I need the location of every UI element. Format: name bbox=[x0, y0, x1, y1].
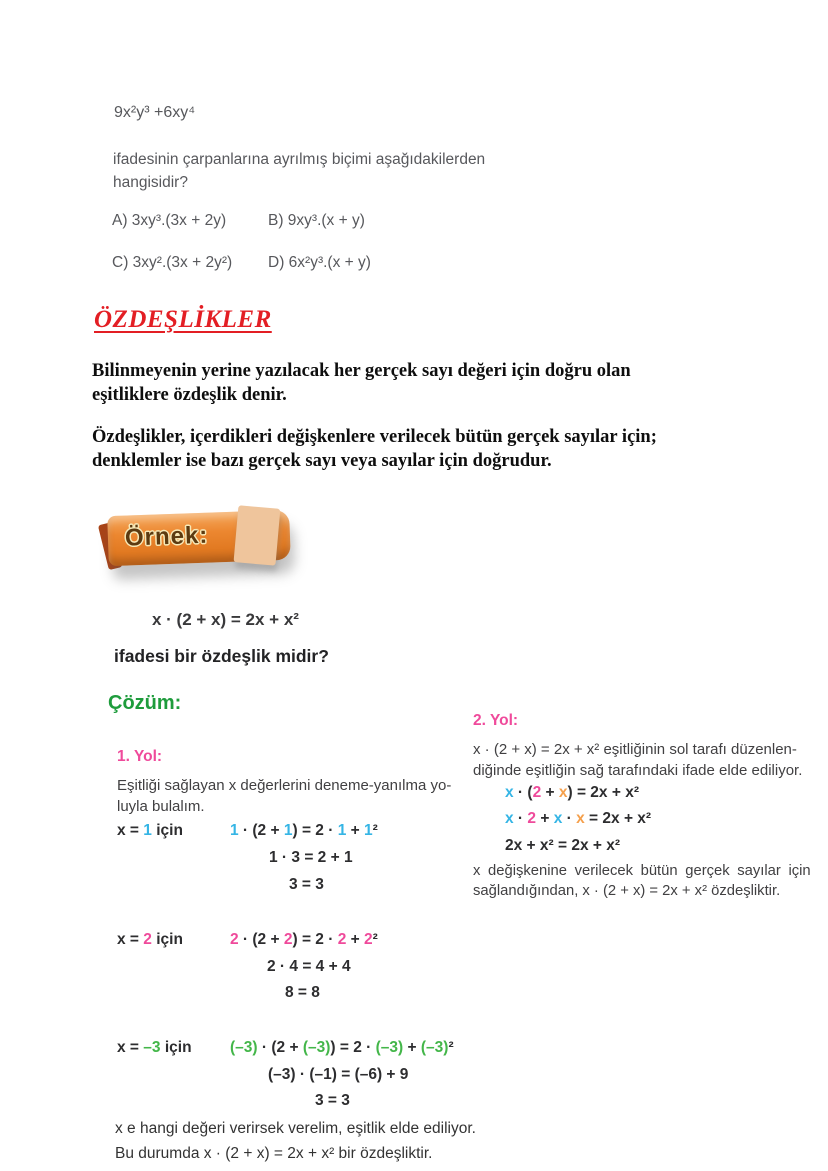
case1-line2: 1 · 3 = 2 + 1 bbox=[269, 849, 353, 866]
method2-step1: x · (2 + x) = 2x + x² bbox=[505, 784, 639, 801]
method1-column bbox=[115, 746, 476, 1171]
definition-line1: Bilinmeyenin yerine yazılacak her gerçek sayı değeri için doğru olan bbox=[92, 361, 631, 381]
case3-line3: 3 = 3 bbox=[315, 1092, 350, 1109]
example-question: ifadesi bir özdeşlik midir? bbox=[114, 646, 329, 666]
method1-desc-line1: Eşitliği sağlayan x değerlerini deneme-yanılma yo- bbox=[117, 777, 452, 794]
case1-line3: 3 = 3 bbox=[289, 876, 324, 893]
question-prompt-line1: ifadesinin çarpanlarına ayrılmış biçimi aşağıdakilerden bbox=[113, 151, 486, 168]
comparison-line2: denklemler ise bazı gerçek sayı veya sayılar için doğrudur. bbox=[92, 450, 552, 471]
example-equation: x · (2 + x) = 2x + x² bbox=[152, 610, 299, 629]
method2-step3: 2x + x² = 2x + x² bbox=[505, 837, 621, 854]
method2-conclusion-line2: sağlandığından, x · (2 + x) = 2x + x² özdeşliktir. bbox=[473, 882, 781, 899]
option-b: B) 9xy³.(x + y) bbox=[268, 212, 365, 229]
case3-label: x = –3 için bbox=[117, 1039, 192, 1056]
method2-description bbox=[473, 739, 825, 781]
solution-label: Çözüm: bbox=[108, 692, 182, 714]
method2-conclusion-line1: x değişkenine verilecek bütün gerçek sayılar için bbox=[473, 863, 811, 879]
definition-line2: eşitliklere özdeşlik denir. bbox=[92, 384, 287, 405]
option-a: A) 3xy³.(3x + 2y) bbox=[112, 212, 227, 229]
method1-note2: Bu durumda x · (2 + x) = 2x + x² bir özdeşliktir. bbox=[115, 1145, 433, 1162]
ribbon-tape bbox=[234, 505, 281, 565]
method1-description bbox=[117, 775, 451, 817]
option-d: D) 6x²y³.(x + y) bbox=[268, 254, 371, 271]
method2-conclusion bbox=[473, 862, 825, 901]
comparison-paragraph bbox=[92, 426, 772, 473]
option-c: C) 3xy².(3x + 2y²) bbox=[112, 254, 233, 271]
ornek-ribbon bbox=[107, 510, 291, 566]
definition-paragraph bbox=[92, 360, 772, 407]
method2-step2: x · 2 + x · x = 2x + x² bbox=[505, 810, 652, 827]
method1-note1: x e hangi değeri verirsek verelim, eşitlik elde ediliyor. bbox=[115, 1120, 476, 1137]
case3-line1: (–3) · (2 + (–3)) = 2 · (–3) + (–3)² bbox=[230, 1039, 454, 1056]
comparison-line1: Özdeşlikler, içerdikleri değişkenlere verilecek bütün gerçek sayılar için; bbox=[92, 427, 657, 447]
case1-label: x = 1 için bbox=[117, 822, 183, 839]
method2-title: 2. Yol: bbox=[473, 712, 519, 729]
case3-line2: (–3) · (–1) = (–6) + 9 bbox=[268, 1066, 409, 1083]
question-expression: 9x²y³ +6xy⁴ bbox=[114, 104, 196, 121]
method2-column bbox=[473, 703, 825, 923]
question-prompt-line2: hangisidir? bbox=[113, 174, 188, 191]
method2-desc-line1: x · (2 + x) = 2x + x² eşitliğinin sol tarafı düzenlen- bbox=[473, 741, 797, 758]
method1-desc-line2: luyla bulalım. bbox=[117, 798, 205, 815]
method2-desc-line2: diğinde eşitliğin sağ tarafındaki ifade elde ediliyor. bbox=[473, 762, 803, 779]
case2-line2: 2 · 4 = 4 + 4 bbox=[267, 958, 351, 975]
section-heading: ÖZDEŞLİKLER bbox=[94, 306, 272, 333]
case2-line1: 2 · (2 + 2) = 2 · 2 + 2² bbox=[230, 931, 378, 948]
case2-line3: 8 = 8 bbox=[285, 984, 320, 1001]
question-prompt bbox=[113, 148, 485, 194]
case1-line1: 1 · (2 + 1) = 2 · 1 + 1² bbox=[230, 822, 378, 839]
method1-title: 1. Yol: bbox=[117, 748, 163, 765]
ornek-label: Örnek: bbox=[124, 521, 209, 552]
answer-options bbox=[112, 212, 371, 272]
case2-label: x = 2 için bbox=[117, 931, 183, 948]
